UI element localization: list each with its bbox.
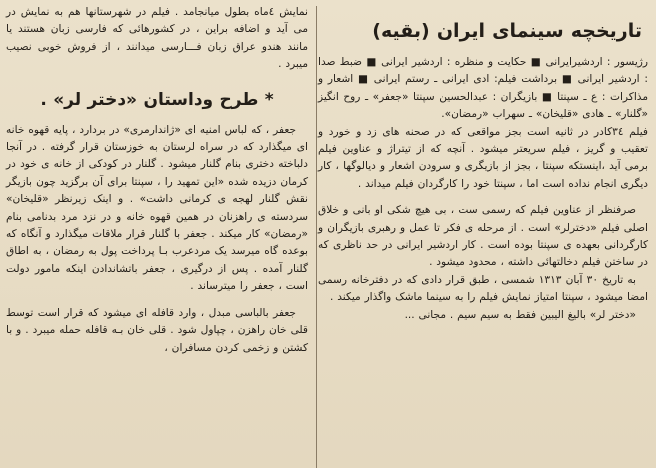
body-paragraph: جعفر ، که لباس امنیه ای «ژاندارمری» در بردارد ، پایه قهوه خانه ای میگذارد که در سراه لرستان به خوزستان قرار گرفته . در آنجا دلباخته دختری بنام گلنار میشود . گلنار در کودکی از خانه ی خود در کرمان دزیده شده «این تمهید را ، سپنتا برای آن برگزید چون بازیگر نقش گلنار لهجه ی کرمانی داشت» . و اینک زیرنظر «قلیخان» سردسته ی راهزنان در همین قهوه خانه و در نزد مرد بدنامی بنام «رمضان» کار میکند . جعفر با گلنار قرار ملاقات میگذارد و آنگاه که بوعده گاه میرسد یک مردعرب بـا پرداخت پول به رمضان ، به اطاق گلنار آمده . پس از درگیری ، جعفر باتشاندادن اینکه مامور دولت است ، جعفر را میترساند . xyxy=(6,123,308,293)
article-title: تاریخچه سینمای ایران (بقیه) xyxy=(372,20,642,42)
body-paragraph: به تاریخ ٣۰ آبان ١٣١٣ شمسی ، طبق قرار دادی که در دفترخانه رسمی امضا میشود ، سپنتا امتیاز نمایش فیلم را به سینما ماشک واگذار میکند . xyxy=(318,273,648,304)
body-paragraph: صرفنظر از عناوین فیلم که رسمی ست ، بی هیچ شکی او بانی و خلاق اصلی فیلم «دخترلر» است . از مرحله ی فکر تا عمل و رهبری بازیگران و کارگردانی بعهده ی سپنتا بوده است . کار اردشیر ایرانی در حد ناظری که در ساختن فیلم دخالتهائی داشته ، محدود میشود . xyxy=(318,204,648,269)
section-title: * طرح وداستان «دختر لر» . xyxy=(40,89,274,110)
body-paragraph: جعفر بالباسی مبدل ، وارد قافله ای میشود که قرار است توسط قلی خان راهزن ، چپاول شود . قلی خان بـه قافله حمله میبرد . و با کشتن و زخمی کردن مسافران ، xyxy=(6,306,308,354)
credits-paragraph: رژیسور : اردشیرایرانی ■ حکایت و منظره : اردشیر ایرانی ■ ضبط صدا : اردشیر ایرانی ■ برداشت فیلم: ادی ایرانی ـ رستم ایرانی ■ اشعار و مذاکرات : ع ـ سپنتا ■ بازیگران : عبدالحسین سپنتا «جعفر» ـ روح انگیز «گلنار» ـ هادی «قلیخان» ـ سهراب «رمضان». xyxy=(318,56,648,121)
body-paragraph: «دختر لر» بالیغ الیبین فقط به سیم سیم . مجانی ... xyxy=(404,308,636,321)
right-column xyxy=(318,0,648,324)
left-column xyxy=(6,0,308,357)
column-divider xyxy=(316,6,317,468)
body-paragraph: فیلم ٣٤کادر در ثانیه است بجز مواقعی که در صحنه های زد و خورد و تعقیب و گریز ، فیلم سریعتر میشود . آنچه که از تیتراژ و عناوین فیلم برمی آید ،اینستکه سپنتا ، بجز از بازیگری و سرودن اشعار و دیالوگها ، کار دیگری انجام نداده است اما ، سپنتا خود را کارگردان فیلم میداند . xyxy=(318,125,648,190)
intro-paragraph: نمایش ٤ماه بطول میانجامد . فیلم در شهرستانها هم به نمایش در می آید و اضافه براین ، در کشورهائی که فارسی زبان هستند یا مانند هندو عراق زبان فـــارسی میدانند ، از فروش خوبی نصیب میبرد . xyxy=(6,6,309,71)
